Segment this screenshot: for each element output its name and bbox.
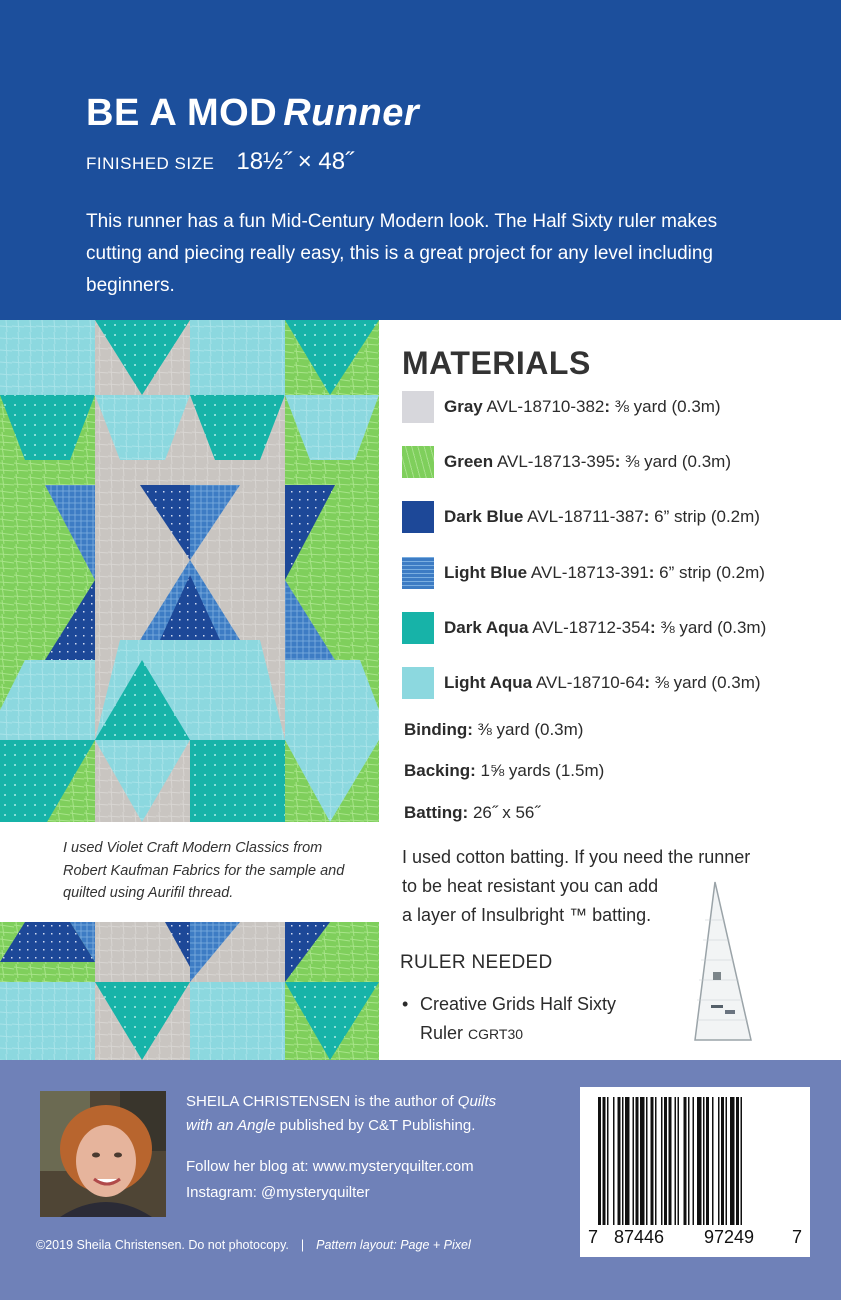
author-bio: SHEILA CHRISTENSEN is the author of Quilts with an Angle published by C&T Publishing. bbox=[186, 1093, 497, 1134]
bullet-icon: • bbox=[402, 994, 409, 1014]
header-band bbox=[0, 0, 841, 320]
backing-row: Backing: 1⅝ yards (1.5m) bbox=[404, 761, 605, 780]
barcode-bars bbox=[598, 1097, 793, 1225]
instagram-link[interactable]: Instagram: @mysteryquilter bbox=[186, 1184, 370, 1201]
photo-caption bbox=[0, 822, 379, 922]
half-sixty-ruler-image bbox=[693, 880, 753, 1048]
material-green bbox=[402, 446, 731, 478]
material-dark-blue-text: Dark Blue AVL-18711-387: 6” strip (0.2m) bbox=[444, 507, 760, 526]
materials-heading: MATERIALS bbox=[402, 345, 591, 381]
material-green-text: Green AVL-18713-395: ⅜ yard (0.3m) bbox=[444, 452, 731, 471]
dark-blue-swatch bbox=[402, 501, 434, 533]
ruler-heading: RULER NEEDED bbox=[400, 952, 553, 973]
caption-text: I used Violet Craft Modern Classics from Robert Kaufman Fabrics for the sample and quilted using Aurifil thread. bbox=[63, 840, 345, 901]
material-gray bbox=[402, 391, 721, 423]
binding-row: Binding: ⅜ yard (0.3m) bbox=[404, 720, 584, 739]
copyright-line: ©2019 Sheila Christensen. Do not photocopy. | Pattern layout: Page + Pixel bbox=[36, 1238, 471, 1252]
barcode-digits: 7 87446 97249 7 bbox=[588, 1227, 803, 1247]
author-photo bbox=[40, 1091, 166, 1217]
finished-size bbox=[86, 148, 353, 176]
quilt-photo-bottom bbox=[0, 922, 379, 1060]
light-aqua-swatch bbox=[402, 667, 434, 699]
material-light-aqua-text: Light Aqua AVL-18710-64: ⅜ yard (0.3m) bbox=[444, 673, 761, 692]
blog-link[interactable]: Follow her blog at: www.mysteryquilter.com bbox=[186, 1158, 474, 1175]
intro-text: This runner has a fun Mid-Century Modern look. The Half Sixty ruler makes cutting and piecing really easy, this is a great project for any level including beginners. bbox=[86, 211, 718, 296]
finished-size-label: FINISHED SIZE bbox=[86, 154, 215, 173]
material-gray-text: Gray AVL-18710-382: ⅜ yard (0.3m) bbox=[444, 397, 721, 416]
footer-band bbox=[0, 1060, 841, 1300]
material-light-blue-text: Light Blue AVL-18713-391: 6” strip (0.2m) bbox=[444, 563, 765, 582]
author-name: SHEILA CHRISTENSEN bbox=[186, 1093, 351, 1110]
green-swatch bbox=[402, 446, 434, 478]
quilt-photo-top bbox=[0, 320, 379, 822]
ruler-list-item: • Creative Grids Half Sixty Ruler CGRT30 bbox=[402, 990, 616, 1049]
light-blue-swatch bbox=[402, 557, 434, 589]
material-light-blue bbox=[402, 557, 765, 589]
batting-row: Batting: 26˝ x 56˝ bbox=[404, 803, 541, 822]
gray-swatch bbox=[402, 391, 434, 423]
book-title: Quilts bbox=[457, 1093, 497, 1110]
pattern-title bbox=[86, 92, 419, 135]
dark-aqua-swatch bbox=[402, 612, 434, 644]
title-italic: Runner bbox=[283, 92, 420, 134]
material-dark-blue bbox=[402, 501, 760, 533]
author-links bbox=[186, 1154, 474, 1206]
title-main: BE A MOD bbox=[86, 92, 278, 134]
material-light-aqua bbox=[402, 667, 761, 699]
finished-size-value: 18½˝ × 48˝ bbox=[236, 148, 354, 175]
material-dark-aqua bbox=[402, 612, 766, 644]
barcode bbox=[580, 1087, 810, 1257]
material-dark-aqua-text: Dark Aqua AVL-18712-354: ⅜ yard (0.3m) bbox=[444, 618, 767, 637]
batting-note: I used cotton batting. If you need the runner to be heat resistant you can add a layer of Insulbright ™ batting. bbox=[402, 847, 751, 925]
